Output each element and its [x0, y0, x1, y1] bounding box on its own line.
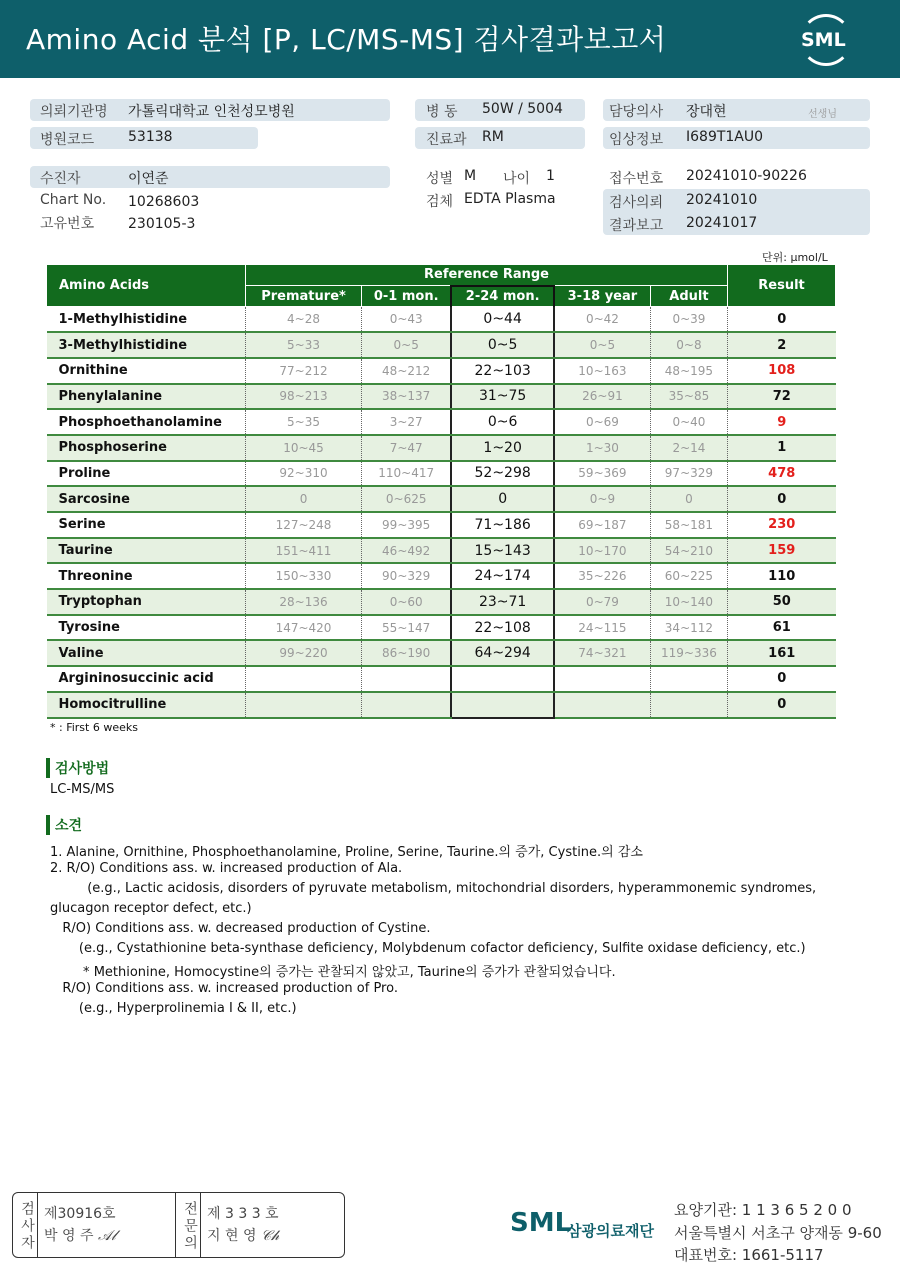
report-header: [0, 0, 900, 78]
result-cell: 108: [728, 358, 836, 384]
reference-range-cell: 0~5: [362, 332, 452, 358]
chart-value: 10268603: [128, 194, 200, 210]
table-row: [47, 563, 836, 589]
reference-range-cell: 0~44: [451, 307, 554, 333]
reference-range-cell: [246, 666, 362, 692]
result-cell: 0: [728, 666, 836, 692]
reference-range-cell: 31~75: [451, 384, 554, 410]
reference-range-cell: 0~5: [554, 332, 650, 358]
chart-label: Chart No.: [40, 192, 107, 208]
doctor-value: 장대현: [686, 104, 727, 120]
reference-range-cell: 54~210: [650, 538, 727, 564]
table-footnote: * : First 6 weeks: [50, 721, 138, 734]
specialist-number: 제 3 3 3 호: [207, 1206, 279, 1222]
reference-range-cell: 5~33: [246, 332, 362, 358]
reference-range-cell: 150~330: [246, 563, 362, 589]
reference-range-cell: 24~174: [451, 563, 554, 589]
age-label: 나이: [503, 171, 531, 187]
finding-line: 1. Alanine, Ornithine, Phosphoethanolamine, Proline, Serine, Taurine.의 증가, Cystine.의 감소: [50, 845, 643, 860]
reference-range-cell: 0~625: [362, 486, 452, 512]
reference-range-cell: 26~91: [554, 384, 650, 410]
table-row: [47, 332, 836, 358]
reference-range-cell: 0~6: [451, 409, 554, 435]
report-value: 20241017: [686, 215, 758, 231]
finding-line: (e.g., Lactic acidosis, disorders of pyruvate metabolism, mitochondrial disorders, hyperammonemic syndromes,: [50, 881, 817, 896]
reference-range-cell: 0: [451, 486, 554, 512]
reference-range-cell: [451, 692, 554, 718]
reference-range-cell: 7~47: [362, 435, 452, 461]
amino-acid-name: Threonine: [47, 563, 246, 589]
result-cell: 230: [728, 512, 836, 538]
table-row: [47, 666, 836, 692]
amino-acid-name: Homocitrulline: [47, 692, 246, 718]
reference-range-cell: [451, 666, 554, 692]
table-row: [47, 640, 836, 666]
result-cell: 2: [728, 332, 836, 358]
amino-acid-table: [46, 264, 836, 719]
result-cell: 72: [728, 384, 836, 410]
reference-range-cell: 71~186: [451, 512, 554, 538]
reference-range-cell: 10~140: [650, 589, 727, 615]
org-name: 삼광의료재단: [567, 1222, 654, 1240]
reference-range-cell: 24~115: [554, 615, 650, 641]
reference-range-cell: 46~492: [362, 538, 452, 564]
clinical-value: I689T1AU0: [686, 129, 764, 145]
amino-acid-name: Phosphoethanolamine: [47, 409, 246, 435]
amino-acid-name: Serine: [47, 512, 246, 538]
table-row: [47, 384, 836, 410]
reference-range-cell: 34~112: [650, 615, 727, 641]
ward-value: 50W / 5004: [482, 101, 563, 117]
address: 서울특별시 서초구 양재동 9-60: [674, 1224, 882, 1242]
header-col-4: Adult: [650, 286, 727, 307]
reference-range-cell: 4~28: [246, 307, 362, 333]
sml-logo: SML: [800, 14, 852, 66]
tester-label: 검사자: [13, 1193, 38, 1257]
reference-range-cell: 0: [650, 486, 727, 512]
institution-code: 요양기관: 1 1 3 6 5 2 0 0: [674, 1201, 852, 1219]
amino-acid-name: 3-Methylhistidine: [47, 332, 246, 358]
request-value: 20241010: [686, 192, 758, 208]
reference-range-cell: 147~420: [246, 615, 362, 641]
amino-acid-name: Proline: [47, 461, 246, 487]
result-cell: 50: [728, 589, 836, 615]
reference-range-cell: 64~294: [451, 640, 554, 666]
reference-range-cell: 110~417: [362, 461, 452, 487]
reference-range-cell: 0~40: [650, 409, 727, 435]
table-row: [47, 512, 836, 538]
amino-acid-name: Taurine: [47, 538, 246, 564]
reference-range-cell: 5~35: [246, 409, 362, 435]
tester-info: 제30916호 박 영 주 𝒜𝓁: [38, 1193, 176, 1257]
patient-value: 이연준: [128, 171, 169, 187]
patient-label: 수진자: [40, 171, 81, 187]
header-col-3: 3-18 year: [554, 286, 650, 307]
result-cell: 61: [728, 615, 836, 641]
reference-range-cell: 10~45: [246, 435, 362, 461]
reference-range-cell: 58~181: [650, 512, 727, 538]
table-row: [47, 589, 836, 615]
header-col-0: Premature*: [246, 286, 362, 307]
dept-value: RM: [482, 129, 504, 145]
findings-heading: 소견: [46, 815, 82, 835]
reference-range-cell: 1~20: [451, 435, 554, 461]
reference-range-cell: 0~79: [554, 589, 650, 615]
reference-range-cell: 10~163: [554, 358, 650, 384]
table-row: [47, 307, 836, 333]
reference-range-cell: 0~43: [362, 307, 452, 333]
specimen-value: EDTA Plasma: [464, 191, 556, 207]
table-row: [47, 435, 836, 461]
amino-acid-name: Ornithine: [47, 358, 246, 384]
table-row: [47, 358, 836, 384]
amino-acid-name: Phosphoserine: [47, 435, 246, 461]
clinical-label: 임상정보: [609, 132, 664, 148]
reference-range-cell: 10~170: [554, 538, 650, 564]
reference-range-cell: 0~5: [451, 332, 554, 358]
reference-range-cell: 151~411: [246, 538, 362, 564]
reference-range-cell: [650, 692, 727, 718]
reference-range-cell: 23~71: [451, 589, 554, 615]
reference-range-cell: 77~212: [246, 358, 362, 384]
reference-range-cell: [246, 692, 362, 718]
unit-label: 단위: μmol/L: [762, 251, 828, 264]
unique-label: 고유번호: [40, 216, 95, 232]
method-text: LC-MS/MS: [50, 782, 115, 797]
amino-acid-name: Valine: [47, 640, 246, 666]
reference-range-cell: 99~395: [362, 512, 452, 538]
reference-range-cell: 0~8: [650, 332, 727, 358]
table-row: [47, 461, 836, 487]
amino-acid-name: Tyrosine: [47, 615, 246, 641]
table-row: [47, 615, 836, 641]
tester-number: 제30916호: [44, 1206, 116, 1222]
reference-range-cell: [650, 666, 727, 692]
reference-range-cell: 98~213: [246, 384, 362, 410]
reference-range-cell: 119~336: [650, 640, 727, 666]
amino-acid-name: Argininosuccinic acid: [47, 666, 246, 692]
report-label: 결과보고: [609, 218, 664, 234]
request-label: 검사의뢰: [609, 195, 664, 211]
finding-line: (e.g., Hyperprolinemia I & II, etc.): [50, 1001, 297, 1016]
reference-range-cell: 127~248: [246, 512, 362, 538]
phone: 대표번호: 1661-5117: [674, 1246, 824, 1264]
reference-range-cell: 97~329: [650, 461, 727, 487]
result-cell: 161: [728, 640, 836, 666]
hospital-label: 의뢰기관명: [40, 104, 108, 120]
reference-range-cell: 55~147: [362, 615, 452, 641]
reference-range-cell: [362, 666, 452, 692]
doctor-label: 담당의사: [609, 104, 664, 120]
finding-line: glucagon receptor defect, etc.): [50, 901, 252, 916]
reference-range-cell: 15~143: [451, 538, 554, 564]
reference-range-cell: 35~226: [554, 563, 650, 589]
reference-range-cell: [554, 692, 650, 718]
reference-range-cell: 0: [246, 486, 362, 512]
reference-range-cell: 60~225: [650, 563, 727, 589]
reference-range-cell: [362, 692, 452, 718]
amino-acid-name: 1-Methylhistidine: [47, 307, 246, 333]
code-value: 53138: [128, 129, 173, 145]
result-cell: 159: [728, 538, 836, 564]
patient-row: [30, 166, 390, 188]
result-cell: 9: [728, 409, 836, 435]
reference-range-cell: 0~39: [650, 307, 727, 333]
header-result: Result: [728, 265, 836, 307]
finding-line: R/O) Conditions ass. w. increased production of Pro.: [50, 981, 398, 996]
reference-range-cell: 74~321: [554, 640, 650, 666]
unique-value: 230105-3: [128, 216, 196, 232]
amino-acid-name: Sarcosine: [47, 486, 246, 512]
specialist-name: 지 현 영: [207, 1228, 257, 1244]
table-row: [47, 692, 836, 718]
finding-line: * Methionine, Homocystine의 증가는 관찰되지 않았고, Taurine의 증가가 관찰되었습니다.: [50, 965, 616, 980]
receipt-value: 20241010-90226: [686, 168, 807, 184]
table-row: [47, 486, 836, 512]
header-reference-range: Reference Range: [246, 265, 728, 286]
tester-name: 박 영 주: [44, 1228, 94, 1244]
reference-range-cell: 3~27: [362, 409, 452, 435]
sex-value: M: [464, 168, 477, 184]
report-title: Amino Acid 분석 [P, LC/MS-MS] 검사결과보고서: [26, 23, 667, 56]
dept-label: 진료과: [426, 132, 467, 148]
amino-acid-name: Tryptophan: [47, 589, 246, 615]
reference-range-cell: 22~103: [451, 358, 554, 384]
finding-line: (e.g., Cystathionine beta-synthase deficiency, Molybdenum cofactor deficiency, Sulfite oxidase deficiency, etc.): [50, 941, 806, 956]
table-row: [47, 538, 836, 564]
table-row: [47, 409, 836, 435]
reference-range-cell: 86~190: [362, 640, 452, 666]
reference-range-cell: 28~136: [246, 589, 362, 615]
reference-range-cell: 0~60: [362, 589, 452, 615]
code-label: 병원코드: [40, 132, 95, 148]
reference-range-cell: 99~220: [246, 640, 362, 666]
reference-range-cell: 1~30: [554, 435, 650, 461]
doctor-suffix: 선생님: [808, 109, 837, 120]
reference-range-cell: 90~329: [362, 563, 452, 589]
result-cell: 110: [728, 563, 836, 589]
result-cell: 0: [728, 486, 836, 512]
header-amino-acids: Amino Acids: [47, 265, 246, 307]
reference-range-cell: 0~69: [554, 409, 650, 435]
finding-line: R/O) Conditions ass. w. decreased production of Cystine.: [50, 921, 431, 936]
result-cell: 0: [728, 307, 836, 333]
result-cell: 478: [728, 461, 836, 487]
reference-range-cell: 35~85: [650, 384, 727, 410]
reference-range-cell: 22~108: [451, 615, 554, 641]
reference-range-cell: 52~298: [451, 461, 554, 487]
age-value: 1: [546, 168, 555, 184]
reference-range-cell: 69~187: [554, 512, 650, 538]
signature-box: [12, 1192, 345, 1258]
reference-range-cell: 92~310: [246, 461, 362, 487]
reference-range-cell: 2~14: [650, 435, 727, 461]
hospital-value: 가톨릭대학교 인천성모병원: [128, 104, 295, 120]
amino-acid-name: Phenylalanine: [47, 384, 246, 410]
specialist-label: 전문의: [176, 1193, 201, 1257]
receipt-label: 접수번호: [609, 171, 664, 187]
reference-range-cell: 0~9: [554, 486, 650, 512]
reference-range-cell: 48~195: [650, 358, 727, 384]
reference-range-cell: 48~212: [362, 358, 452, 384]
specimen-label: 검체: [426, 194, 454, 210]
reference-range-cell: 59~369: [554, 461, 650, 487]
footer-logo: SML: [510, 1208, 572, 1238]
sex-label: 성별: [426, 171, 454, 187]
header-col-2: 2-24 mon.: [451, 286, 554, 307]
header-col-1: 0-1 mon.: [362, 286, 452, 307]
result-cell: 1: [728, 435, 836, 461]
reference-range-cell: 0~42: [554, 307, 650, 333]
reference-range-cell: [554, 666, 650, 692]
reference-range-cell: 38~137: [362, 384, 452, 410]
result-cell: 0: [728, 692, 836, 718]
ward-label: 병 동: [426, 104, 458, 120]
finding-line: 2. R/O) Conditions ass. w. increased production of Ala.: [50, 861, 403, 876]
method-heading: 검사방법: [46, 758, 109, 778]
specialist-info: 제 3 3 3 호 지 현 영 𝒞𝒽: [207, 1206, 280, 1244]
